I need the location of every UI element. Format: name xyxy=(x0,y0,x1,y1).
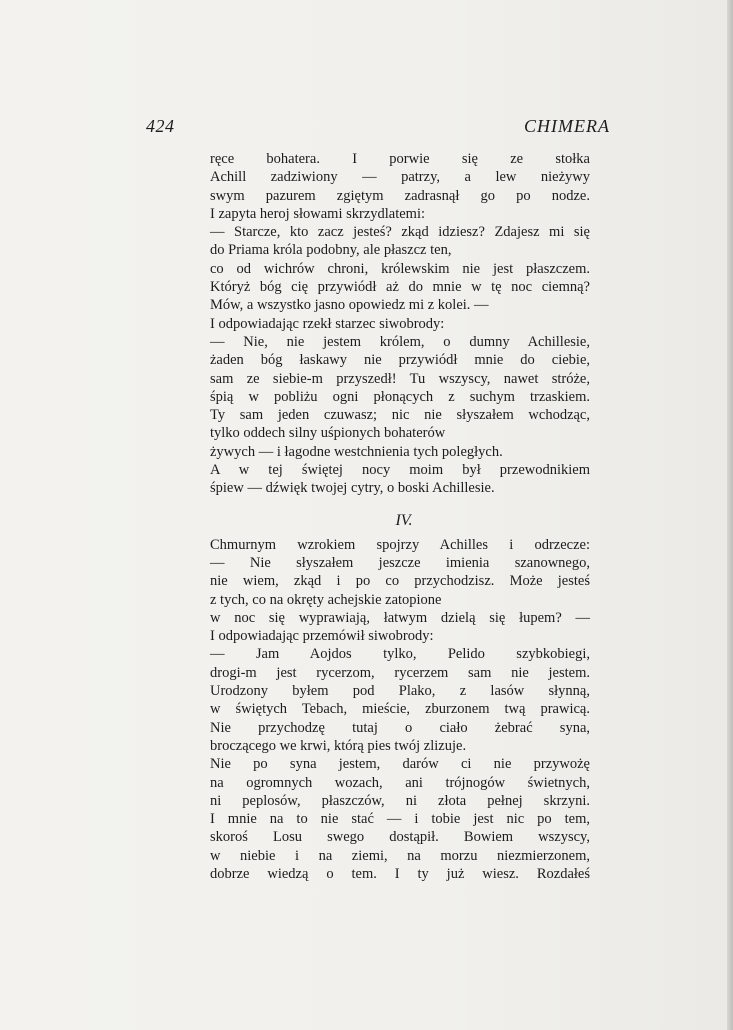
poem-text xyxy=(210,150,590,883)
poem-line: żywych — i łagodne westchnienia tych poległych. xyxy=(210,443,503,460)
poem-line: — Nie słyszałem jeszcze imienia szanownego, xyxy=(210,554,590,571)
poem-line: I odpowiadając rzekł starzec siwobrody: xyxy=(210,315,445,332)
poem-line: Achill zadziwiony — patrzy, a lew nieżywy xyxy=(210,169,590,186)
poem-line: swym pazurem zgiętym zadrasnął go po nodze. xyxy=(210,187,590,204)
poem-line: ni peplosów, płaszczów, ni złota pełnej skrzyni. xyxy=(210,792,590,809)
poem-line: I odpowiadając przemówił siwobrody: xyxy=(210,628,434,645)
poem-line: — Nie, nie jestem królem, o dumny Achillesie, xyxy=(210,333,590,350)
poem-line: I zapyta heroj słowami skrzydlatemi: xyxy=(210,205,426,222)
poem-line: broczącego we krwi, którą pies twój zlizuje. xyxy=(210,737,467,754)
poem-line: Urodzony byłem pod Plako, z lasów słynną, xyxy=(210,683,590,700)
poem-line: Chmurnym wzrokiem spojrzy Achilles i odrzecze: xyxy=(210,536,590,553)
poem-line: nie wiem, zkąd i po co przychodzisz. Może jesteś xyxy=(210,573,590,590)
poem-line: śpiew — dźwięk twojej cytry, o boski Achillesie. xyxy=(210,480,495,497)
poem-line: do Priama króla podobny, ale płaszcz ten, xyxy=(210,242,452,259)
poem-line: Nie przychodzę tutaj o ciało żebrać syna, xyxy=(210,719,590,736)
poem-line: śpią w pobliżu ogni płonących z suchym trzaskiem. xyxy=(210,388,590,405)
poem-line: Ty sam jeden czuwasz; nic nie słyszałem wchodząc, xyxy=(210,407,590,424)
poem-line: — Jam Aojdos tylko, Pelido szybkobiegi, xyxy=(210,646,590,663)
poem-section-iv xyxy=(210,536,590,884)
poem-line: w świętych Tebach, mieście, zburzonem twą prawicą. xyxy=(210,701,590,718)
poem-line: żaden bóg łaskawy nie przywiódł mnie do ciebie, xyxy=(210,352,590,369)
poem-line: I mnie na to nie stać — i tobie jest nic po tem, xyxy=(210,811,590,828)
poem-line: skoroś Losu swego dostąpił. Bowiem wszyscy, xyxy=(210,829,590,846)
poem-line: Któryż bóg cię przywiódł aż do mnie w tę noc ciemną? xyxy=(210,279,590,296)
poem-line: drogi-m jest rycerzom, rycerzem sam nie jestem. xyxy=(210,664,590,681)
poem-line: sam ze siebie-m przyszedł! Tu wszyscy, nawet stróże, xyxy=(210,370,590,387)
page-header xyxy=(146,116,610,140)
poem-line: w niebie i na ziemi, na morzu niezmierzonem, xyxy=(210,847,590,864)
poem-line: dobrze wiedzą o tem. I ty już wiesz. Rozdałeś xyxy=(210,865,590,882)
poem-line: tylko oddech silny uśpionych bohaterów xyxy=(210,425,446,442)
page-number: 424 xyxy=(146,116,175,136)
poem-line: z tych, co na okręty achejskie zatopione xyxy=(210,591,442,608)
poem-section-iii xyxy=(210,150,590,498)
poem-line: w noc się wyprawiają, łatwym dzielą się łupem? — xyxy=(210,609,590,626)
section-heading: IV. xyxy=(395,511,413,529)
poem-line: na ogromnych wozach, ani trójnogów świetnych, xyxy=(210,774,590,791)
page-spine-edge xyxy=(727,0,733,1030)
poem-line: Mów, a wszystko jasno opowiedz mi z kolei. — xyxy=(210,297,489,314)
poem-line: Nie po syna jestem, darów ci nie przywożę xyxy=(210,756,590,773)
poem-line: ręce bohatera. I porwie się ze stołka xyxy=(210,151,590,167)
running-title: CHIMERA xyxy=(524,116,610,136)
poem-line: — Starcze, kto zacz jesteś? zkąd idziesz? Zdajesz mi się xyxy=(210,224,590,241)
poem-line: co od wichrów chroni, królewskim nie jest płaszczem. xyxy=(210,260,590,277)
poem-line: A w tej świętej nocy moim był przewodnikiem xyxy=(210,462,590,479)
